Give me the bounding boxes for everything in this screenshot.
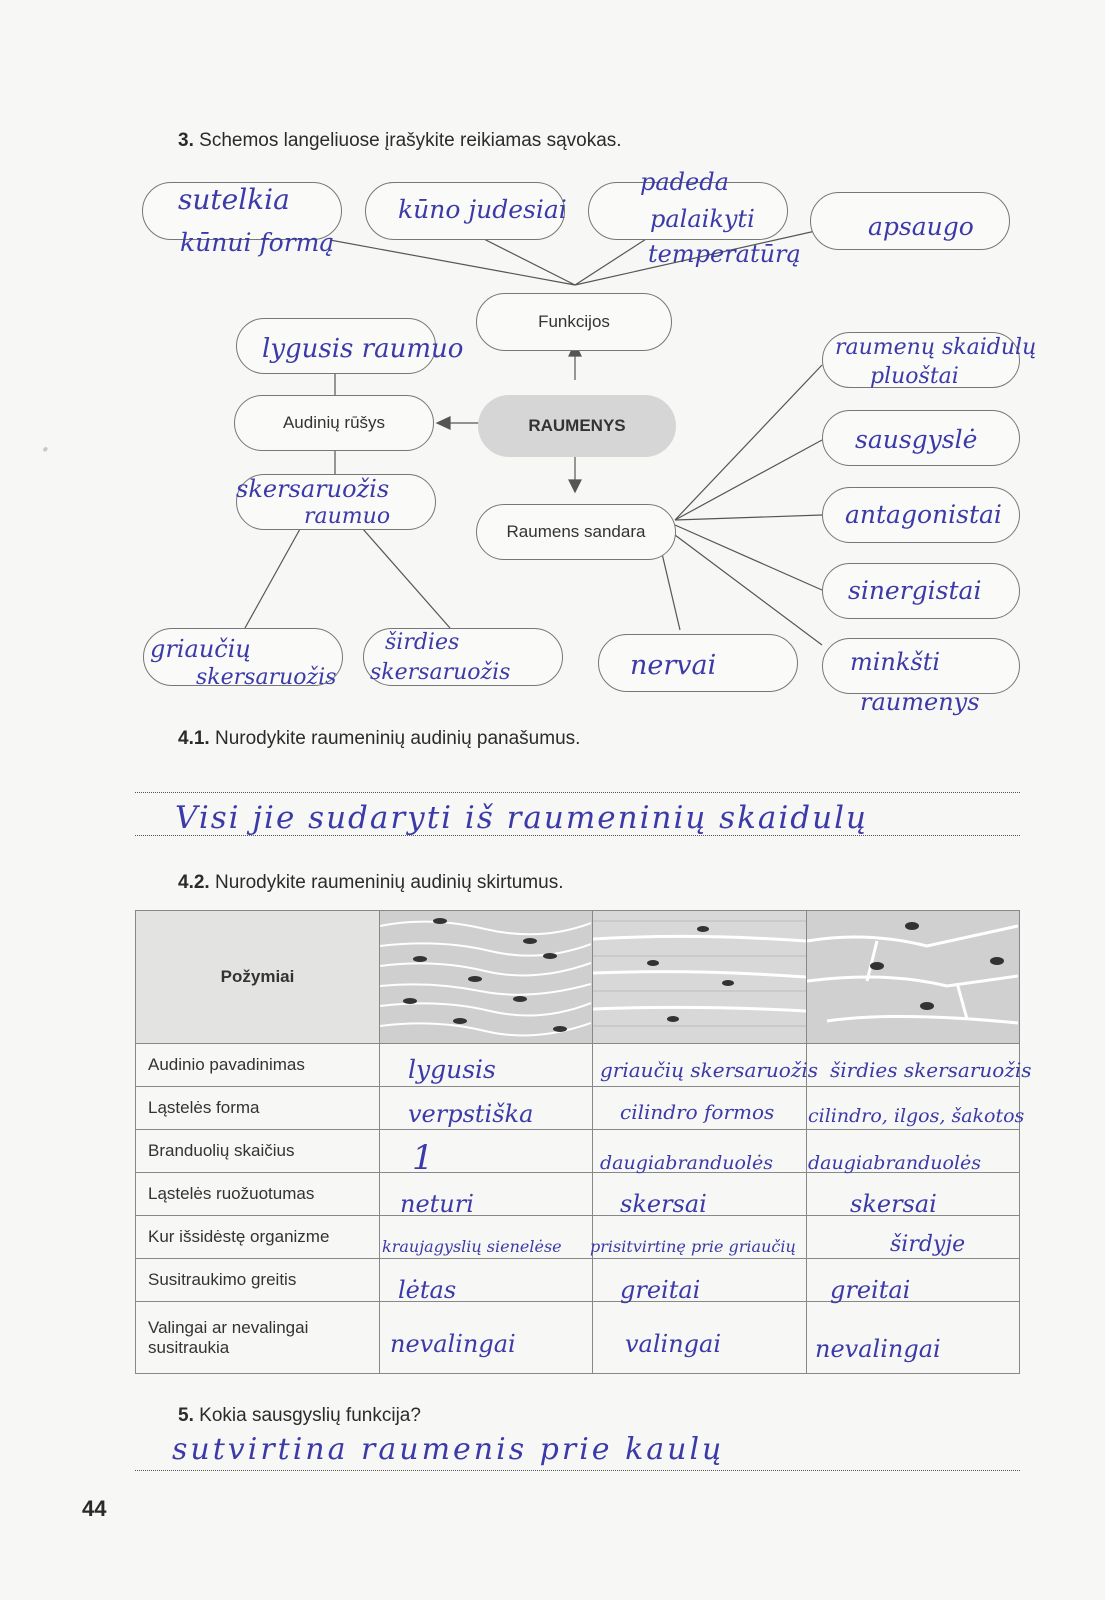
task5-number: 5. xyxy=(178,1405,194,1426)
node-center xyxy=(478,395,676,457)
cell-r1-c3: cilindro, ilgos, šakotos xyxy=(808,1105,1025,1127)
bleed-through: · xyxy=(40,430,51,470)
cell-r0-c2: griaučių skersaruožis xyxy=(600,1058,819,1082)
cell-r4-c3: širdyje xyxy=(890,1232,966,1257)
answer-s6b: raumenys xyxy=(860,688,980,716)
skeletal-muscle-image xyxy=(593,911,807,1044)
cell-r5-c2: greitai xyxy=(620,1276,701,1304)
row-label: Susitraukimo greitis xyxy=(136,1259,380,1302)
task3-text: Schemos langeliuose įrašykite reikiamas sąvokas. xyxy=(199,130,622,151)
answer-s2: sausgyslė xyxy=(855,425,978,454)
answer-line-5 xyxy=(135,1470,1020,1471)
comparison-table xyxy=(135,910,1020,1374)
center-label: RAUMENYS xyxy=(528,416,626,435)
answer-t4b: skersaruožis xyxy=(370,660,511,685)
answer-t1: lygusis raumuo xyxy=(262,334,464,364)
answer-f3c: temperatūrą xyxy=(648,240,801,268)
node-tissue-types xyxy=(234,395,434,451)
cell-r3-c1: neturi xyxy=(400,1190,474,1218)
cell-r3-c2: skersai xyxy=(620,1190,707,1218)
cell-r4-c2: prisitvirtinę prie griaučių xyxy=(590,1237,796,1256)
answer-t2b: raumuo xyxy=(304,504,391,529)
task41-text: Nurodykite raumeninių audinių panašumus. xyxy=(214,728,581,749)
cell-r2-c3: daugiabranduolės xyxy=(808,1152,982,1174)
answer-s4: sinergistai xyxy=(848,576,982,605)
row-label: Ląstelės forma xyxy=(136,1087,380,1130)
row-label: Branduolių skaičius xyxy=(136,1130,380,1173)
answer-s1b: pluoštai xyxy=(870,364,959,389)
cell-r3-c3: skersai xyxy=(850,1190,937,1218)
answer-line-41a xyxy=(135,792,1020,793)
cell-r5-c3: greitai xyxy=(830,1276,911,1304)
structure-label: Raumens sandara xyxy=(506,522,646,541)
node-structure xyxy=(476,504,676,560)
cell-r4-c1: kraujagyslių sienelėse xyxy=(382,1237,562,1256)
task41-heading xyxy=(178,728,580,750)
task5-text: Kokia sausgyslių funkcija? xyxy=(199,1405,421,1426)
node-functions xyxy=(476,293,672,351)
answer-f4: apsaugo xyxy=(868,212,974,241)
answer-f1a: sutelkia xyxy=(178,183,290,216)
header-features: Požymiai xyxy=(136,911,380,1044)
row-label: Audinio pavadinimas xyxy=(136,1044,380,1087)
functions-label: Funkcijos xyxy=(538,312,610,331)
answer-f1b: kūnui formą xyxy=(180,228,335,257)
cell-r6-c1: nevalingai xyxy=(390,1330,516,1358)
table-row xyxy=(136,1216,1020,1259)
row-label: Valingai ar nevalingai susitraukia xyxy=(136,1302,380,1374)
cell-r2-c2: daugiabranduolės xyxy=(600,1152,774,1174)
task3-number: 3. xyxy=(178,130,194,151)
task42-heading xyxy=(178,872,563,894)
cell-r0-c3: širdies skersaruožis xyxy=(830,1058,1032,1082)
answer-t2a: skersaruožis xyxy=(236,475,390,503)
smooth-muscle-image xyxy=(380,911,593,1044)
cell-r1-c1: verpstiška xyxy=(408,1100,534,1128)
task42-number: 4.2. xyxy=(178,872,210,893)
task5-heading xyxy=(178,1405,421,1427)
answer-t3a: griaučių xyxy=(150,635,251,663)
answer-s3: antagonistai xyxy=(845,500,1002,529)
answer-s5: nervai xyxy=(630,650,717,681)
answer-f2: kūno judesiai xyxy=(398,195,567,224)
cell-r0-c1: lygusis xyxy=(408,1055,496,1084)
answer-t3b: skersaruožis xyxy=(196,665,337,690)
task41-answer: Visi jie sudaryti iš raumeninių skaidulų xyxy=(175,800,868,836)
tissue-types-label: Audinių rūšys xyxy=(282,413,386,432)
task41-number: 4.1. xyxy=(178,728,210,749)
cell-r2-c1: 1 xyxy=(412,1138,434,1178)
table-header-row xyxy=(136,911,1020,1044)
answer-s1a: raumenų skaidulų xyxy=(835,335,1037,360)
task42-text: Nurodykite raumeninių audinių skirtumus. xyxy=(214,872,564,893)
row-label: Ląstelės ruožuotumas xyxy=(136,1173,380,1216)
cell-r5-c1: lėtas xyxy=(398,1276,457,1304)
cell-r1-c2: cilindro formos xyxy=(620,1100,775,1124)
cell-r6-c3: nevalingai xyxy=(815,1335,941,1363)
answer-s6a: minkšti xyxy=(850,648,941,676)
task5-answer: sutvirtina raumenis prie kaulų xyxy=(172,1432,725,1467)
row-label: Kur išsidėstę organizme xyxy=(136,1216,380,1259)
cell-r6-c2: valingai xyxy=(625,1330,722,1358)
page-number: 44 xyxy=(82,1496,107,1521)
cardiac-muscle-image xyxy=(807,911,1020,1044)
answer-t4a: širdies xyxy=(385,630,460,655)
answer-f3a: padeda xyxy=(640,168,729,196)
answer-f3b: palaikyti xyxy=(650,205,755,233)
